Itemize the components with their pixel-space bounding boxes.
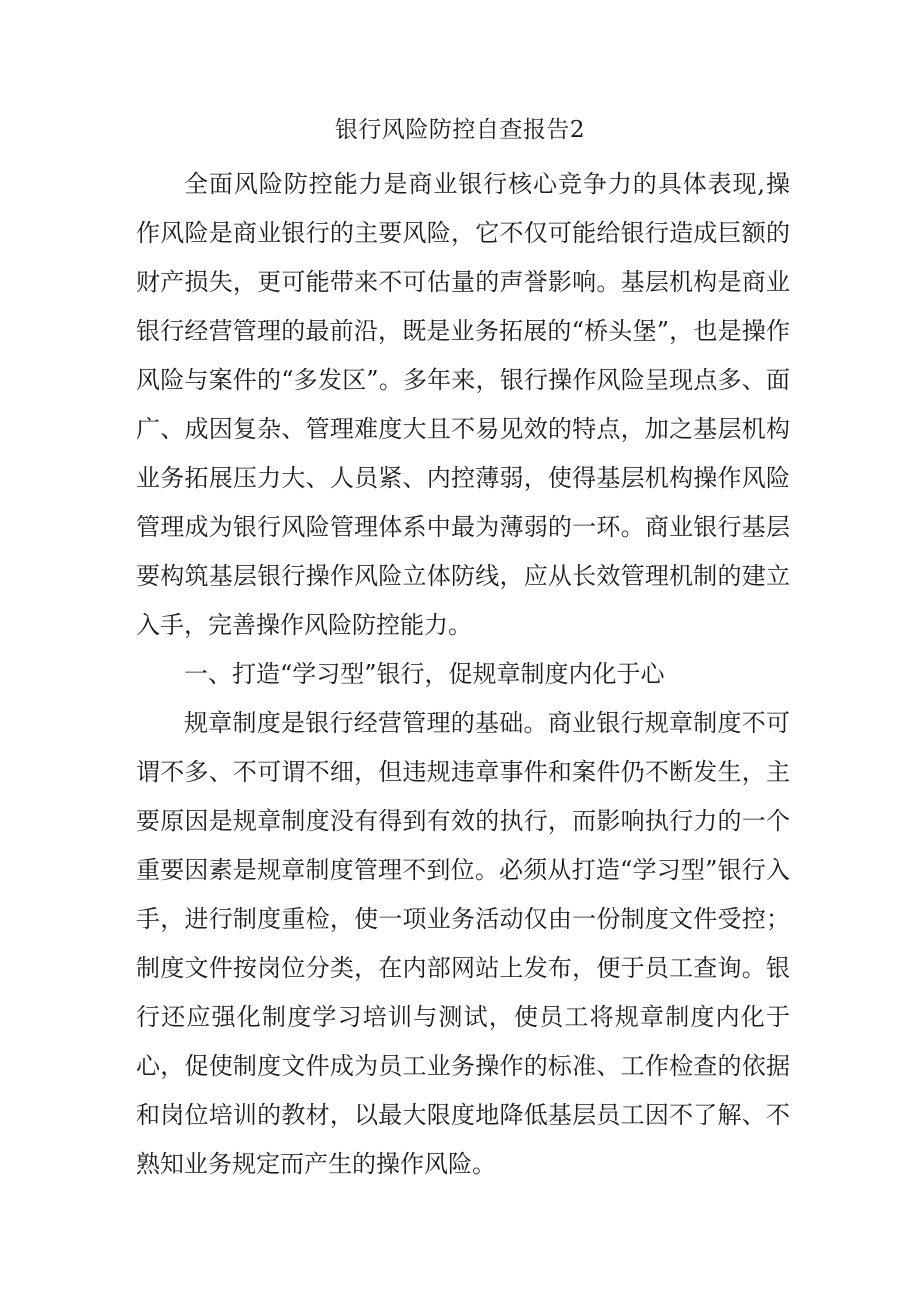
paragraph-section-1: 规章制度是银行经营管理的基础。商业银行规章制度不可谓不多、不可谓不细，但违规违章事件和案件仍不断发生，主要原因是规章制度没有得到有效的执行，而影响执行力的一个重要因素是规章制度管理不到位。必须从打造“学习型”银行入手，进行制度重检，使一项业务活动仅由一份制度文件受控；制度文件按岗位分类，在内部网站上发布，便于员工查询。银行还应强化制度学习培训与测试，使员工将规章制度内化于心，促使制度文件成为员工业务操作的标准、工作检查的依据和岗位培训的教材，以最大限度地降低基层员工因不了解、不熟知业务规定而产生的操作风险。 — [136, 709, 790, 1178]
section-heading-1: 一、打造“学习型”银行，促规章制度内化于心 — [184, 660, 665, 688]
paragraph-intro: 全面风险防控能力是商业银行核心竞争力的具体表现,操作风险是商业银行的主要风险，它不仅可能给银行造成巨额的财产损失，更可能带来不可估量的声誉影响。基层机构是商业银行经营管理的最前沿，既是业务拓展的“桥头堡”，也是操作风险与案件的“多发区”。多年来，银行操作风险呈现点多、面广、成因复杂、管理难度大且不易见效的特点，加之基层机构业务拓展压力大、人员紧、内控薄弱，使得基层机构操作风险管理成为银行风险管理体系中最为薄弱的一环。商业银行基层要构筑基层银行操作风险立体防线，应从长效管理机制的建立入手，完善操作风险防控能力。 — [136, 170, 790, 639]
document-body — [136, 160, 790, 1189]
document-title: 银行风险防控自查报告2 — [334, 117, 586, 143]
